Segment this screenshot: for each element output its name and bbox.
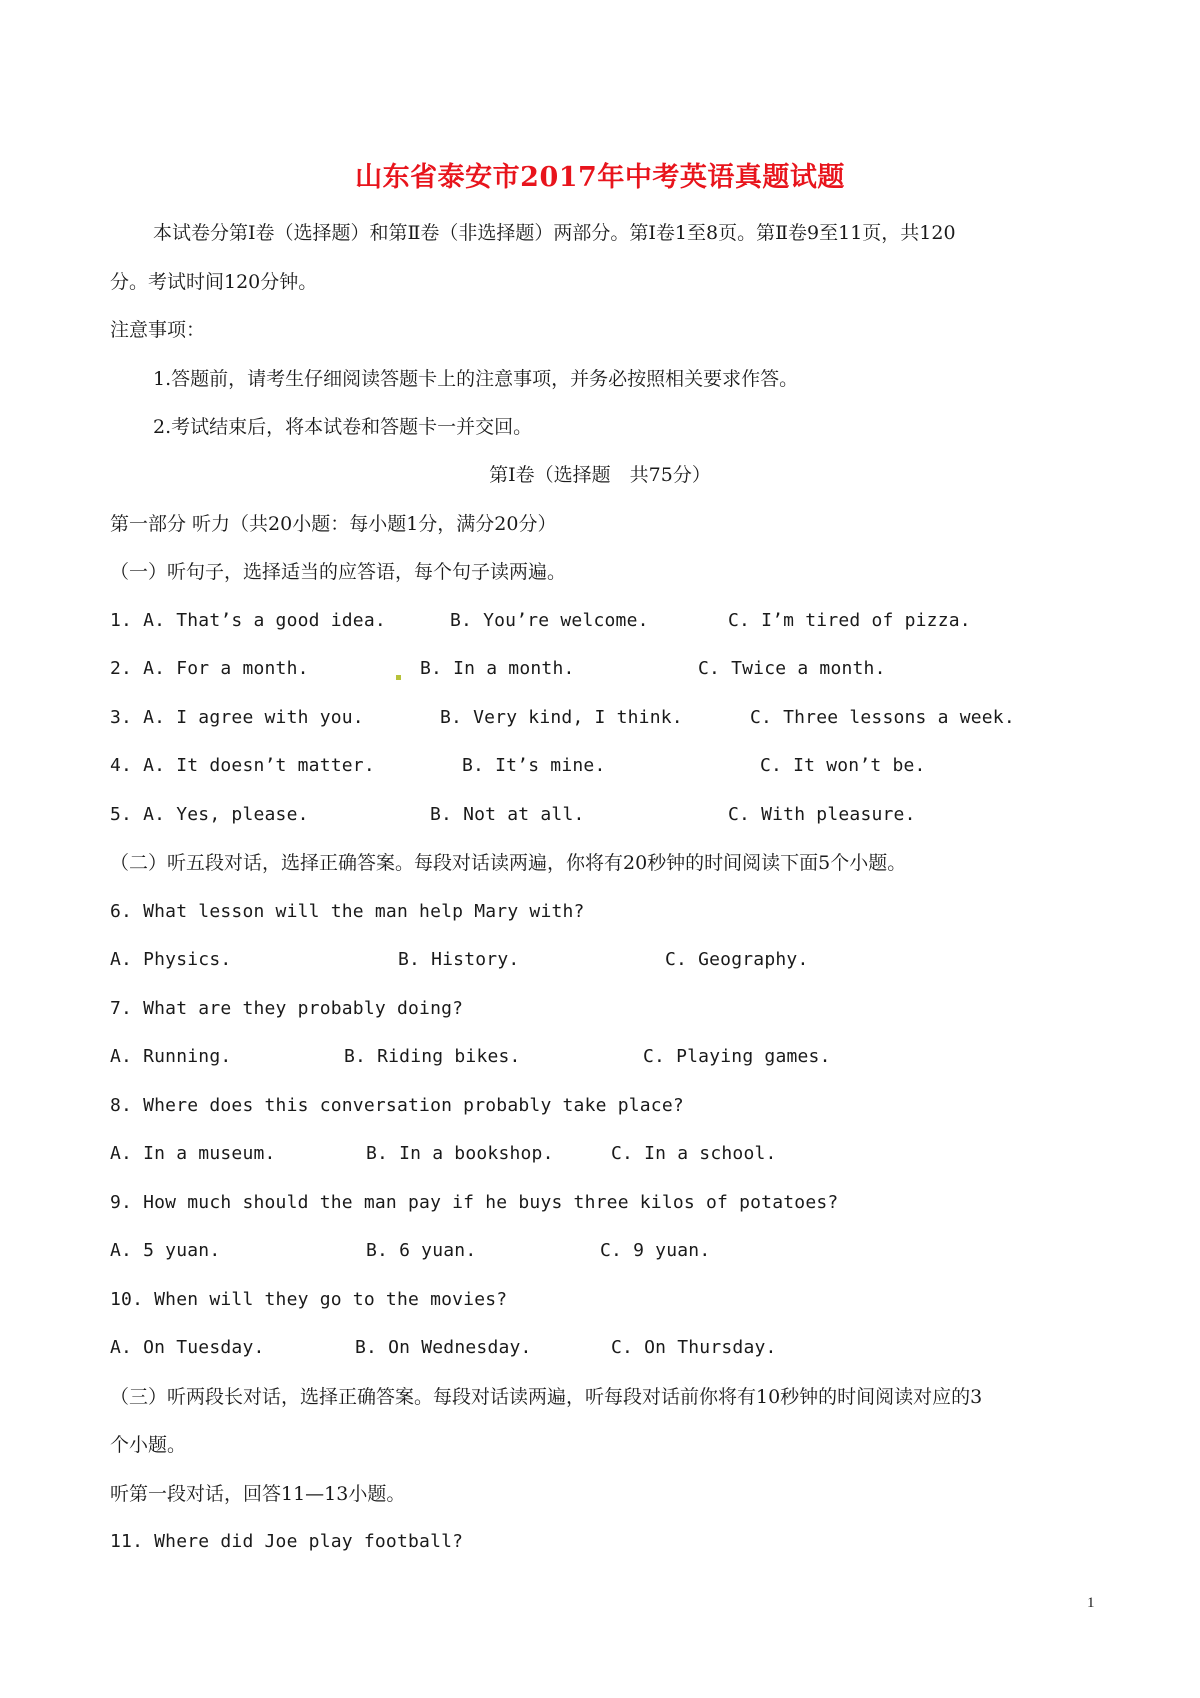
q7-option-c: C. Playing games. bbox=[643, 1046, 831, 1067]
sub1-instruction: （一）听句子，选择适当的应答语，每个句子读两遍。 bbox=[110, 561, 567, 583]
q10-option-b: B. On Wednesday. bbox=[355, 1337, 532, 1358]
q9-stem: 9. How much should the man pay if he buys three kilos of potatoes? bbox=[110, 1192, 839, 1213]
notes-item-2: 2.考试结束后，将本试卷和答题卡一并交回。 bbox=[153, 416, 533, 438]
intro-line-2: 分。考试时间120分钟。 bbox=[110, 271, 318, 293]
q7-option-a: A. Running. bbox=[110, 1046, 232, 1067]
q7-stem: 7. What are they probably doing? bbox=[110, 998, 464, 1019]
q4-option-b: B. It’s mine. bbox=[462, 755, 606, 776]
q8-option-c: C. In a school. bbox=[611, 1143, 777, 1164]
q8-stem: 8. Where does this conversation probably take place? bbox=[110, 1095, 684, 1116]
stray-dot bbox=[396, 675, 401, 680]
q3-option-a: 3. A. I agree with you. bbox=[110, 707, 364, 728]
q1-option-c: C. I’m tired of pizza. bbox=[728, 610, 971, 631]
q2-option-a: 2. A. For a month. bbox=[110, 658, 309, 679]
q9-option-c: C. 9 yuan. bbox=[600, 1240, 711, 1261]
q5-option-c: C. With pleasure. bbox=[728, 804, 916, 825]
part1-heading: 第Ⅰ卷（选择题 共75分） bbox=[489, 464, 711, 486]
q10-stem: 10. When will they go to the movies? bbox=[110, 1289, 508, 1310]
q8-option-a: A. In a museum. bbox=[110, 1143, 276, 1164]
dialog1-instruction: 听第一段对话，回答11—13小题。 bbox=[110, 1483, 406, 1505]
notes-heading: 注意事项： bbox=[110, 319, 206, 341]
q6-option-b: B. History. bbox=[398, 949, 520, 970]
q7-option-b: B. Riding bikes. bbox=[344, 1046, 521, 1067]
page-number: 1 bbox=[1087, 1595, 1095, 1611]
q11-stem: 11. Where did Joe play football? bbox=[110, 1531, 464, 1552]
q10-option-a: A. On Tuesday. bbox=[110, 1337, 265, 1358]
q2-option-b: B. In a month. bbox=[420, 658, 575, 679]
q9-option-a: A. 5 yuan. bbox=[110, 1240, 221, 1261]
q1-option-b: B. You’re welcome. bbox=[450, 610, 649, 631]
sub2-instruction: （二）听五段对话，选择正确答案。每段对话读两遍，你将有20秒钟的时间阅读下面5个小题。 bbox=[110, 852, 907, 874]
q3-option-c: C. Three lessons a week. bbox=[750, 707, 1015, 728]
q1-option-a: 1. A. That’s a good idea. bbox=[110, 610, 386, 631]
q6-option-a: A. Physics. bbox=[110, 949, 232, 970]
sub3-instruction-line-1: （三）听两段长对话，选择正确答案。每段对话读两遍，听每段对话前你将有10秒钟的时间阅读对应的3 bbox=[110, 1386, 983, 1408]
notes-item-1: 1.答题前，请考生仔细阅读答题卡上的注意事项，并务必按照相关要求作答。 bbox=[153, 368, 799, 390]
q4-option-a: 4. A. It doesn’t matter. bbox=[110, 755, 375, 776]
q4-option-c: C. It won’t be. bbox=[760, 755, 926, 776]
sub3-instruction-line-2: 个小题。 bbox=[110, 1434, 187, 1456]
q6-stem: 6. What lesson will the man help Mary with? bbox=[110, 901, 585, 922]
page-title: 山东省泰安市2017年中考英语真题试题 bbox=[355, 162, 845, 193]
q5-option-b: B. Not at all. bbox=[430, 804, 585, 825]
q10-option-c: C. On Thursday. bbox=[611, 1337, 777, 1358]
q8-option-b: B. In a bookshop. bbox=[366, 1143, 554, 1164]
q9-option-b: B. 6 yuan. bbox=[366, 1240, 477, 1261]
intro-line-1: 本试卷分第Ⅰ卷（选择题）和第Ⅱ卷（非选择题）两部分。第Ⅰ卷1至8页。第Ⅱ卷9至11页，共120 bbox=[153, 222, 956, 244]
q3-option-b: B. Very kind, I think. bbox=[440, 707, 683, 728]
q2-option-c: C. Twice a month. bbox=[698, 658, 886, 679]
q6-option-c: C. Geography. bbox=[665, 949, 809, 970]
section1-heading: 第一部分 听力（共20小题：每小题1分，满分20分） bbox=[110, 513, 557, 535]
q5-option-a: 5. A. Yes, please. bbox=[110, 804, 309, 825]
